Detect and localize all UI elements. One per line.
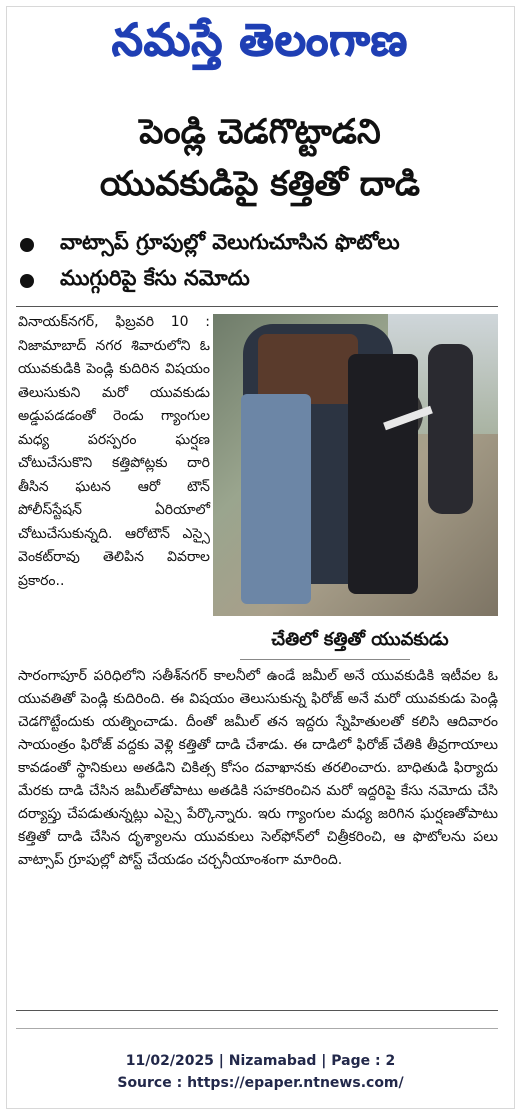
article-headline	[30, 106, 490, 210]
subheading-bullet-2	[20, 266, 500, 296]
photo-caption: చేతిలో కత్తితో యువకుడు	[271, 629, 449, 650]
section-divider	[16, 306, 498, 307]
article-full-width	[18, 665, 498, 872]
footer-date-edition: 11/02/2025 | Nizamabad | Page : 2	[125, 1053, 396, 1069]
footer-source-link[interactable]: Source : https://epaper.ntnews.com/	[117, 1075, 404, 1091]
subheading-bullet-1	[20, 230, 500, 260]
newspaper-masthead	[40, 8, 480, 84]
caption-divider	[240, 659, 410, 660]
photo-jeans	[241, 394, 311, 604]
photo-person-center	[348, 354, 418, 594]
article-left-column	[18, 311, 210, 593]
bullet-text: ముగ్గురిపై కేసు నమోదు	[60, 266, 250, 290]
photo-person-right	[428, 344, 473, 514]
news-photo	[213, 314, 498, 616]
bullet-text: వాట్సాప్ గ్రూపుల్లో వెలుగుచూసిన ఫొటోలు	[60, 230, 400, 254]
article-end-divider	[16, 1010, 498, 1011]
bullet-dot-icon	[20, 238, 34, 252]
headline-line-2: యువకుడిపై కత్తితో దాడి	[99, 164, 421, 204]
bullet-dot-icon	[20, 274, 34, 288]
article-end-divider-secondary	[16, 1028, 498, 1029]
article-paragraph-full: సారంగాపూర్ పరిధిలోని సతీశ్‌నగర్ కాలనీలో ఉండే జమీల్ అనే యువకుడికి ఇటీవల ఓ యువతితో పెండ్లి కుదిరింది. ఈ విషయం తెలుసుకున్న ఫిరోజ్ అనే మరో యువకుడు పెండ్లి చెడగొట్టేందుకు యత్నించాడు. దీంతో జమీల్ తన ఇద్దరు స్నేహితులతో కలిసి ఆదివారం సాయంత్రం ఫిరోజ్ వద్దకు వెళ్లి కత్తితో దాడి చేశాడు. ఈ దాడిలో ఫిరోజ్ చేతికి తీవ్రగాయాలు కావడంతో స్థానికులు అతడిని చికిత్స కోసం దవాఖానకు తరలించారు. బాధితుడి ఫిర్యాదు మేరకు దాడి చేసిన జమీల్‌తోపాటు అతడికి సహకరించిన మరో ఇద్దరిపై కేసు నమోదు చేసి దర్యాప్తు చేపడుతున్నట్లు ఎస్సై పేర్కొన్నారు. ఇరు గ్యాంగుల మధ్య జరిగిన ఘర్షణతోపాటు కత్తితో దాడి చేసిన దృశ్యాలను యువకులు సెల్‌ఫోన్‌లో చిత్రీకరించి, ఆ ఫొటోలను పలు వాట్సాప్ గ్రూపుల్లో పోస్ట్ చేయడం చర్చనీయాంశంగా మారింది.	[18, 668, 498, 868]
epaper-footer	[0, 1050, 521, 1094]
article-paragraph-left: వినాయక్‌నగర్, ఫిబ్రవరి 10 : నిజామాబాద్ నగర శివారులోని ఓ యువకుడికి పెండ్లి కుదిరిన విషయం తెలుసుకుని మరో యువకుడు అడ్డుపడడంతో రెండు గ్యాంగుల మధ్య పరస్పరం ఘర్షణ చోటుచేసుకొని కత్తిపోట్లకు దారి తీసిన ఘటన ఆరో టౌన్ పోలీస్‌స్టేషన్ ఏరియాలో చోటుచేసుకున్నది. ఆరోటౌన్ ఎస్సై వెంకట్‌రావు తెలిపిన వివరాల ప్రకారం..	[18, 314, 210, 589]
headline-line-1: పెండ్లి చెడగొట్టాడని	[139, 112, 381, 152]
masthead-title: నమస్తే తెలంగాణ	[111, 15, 409, 66]
